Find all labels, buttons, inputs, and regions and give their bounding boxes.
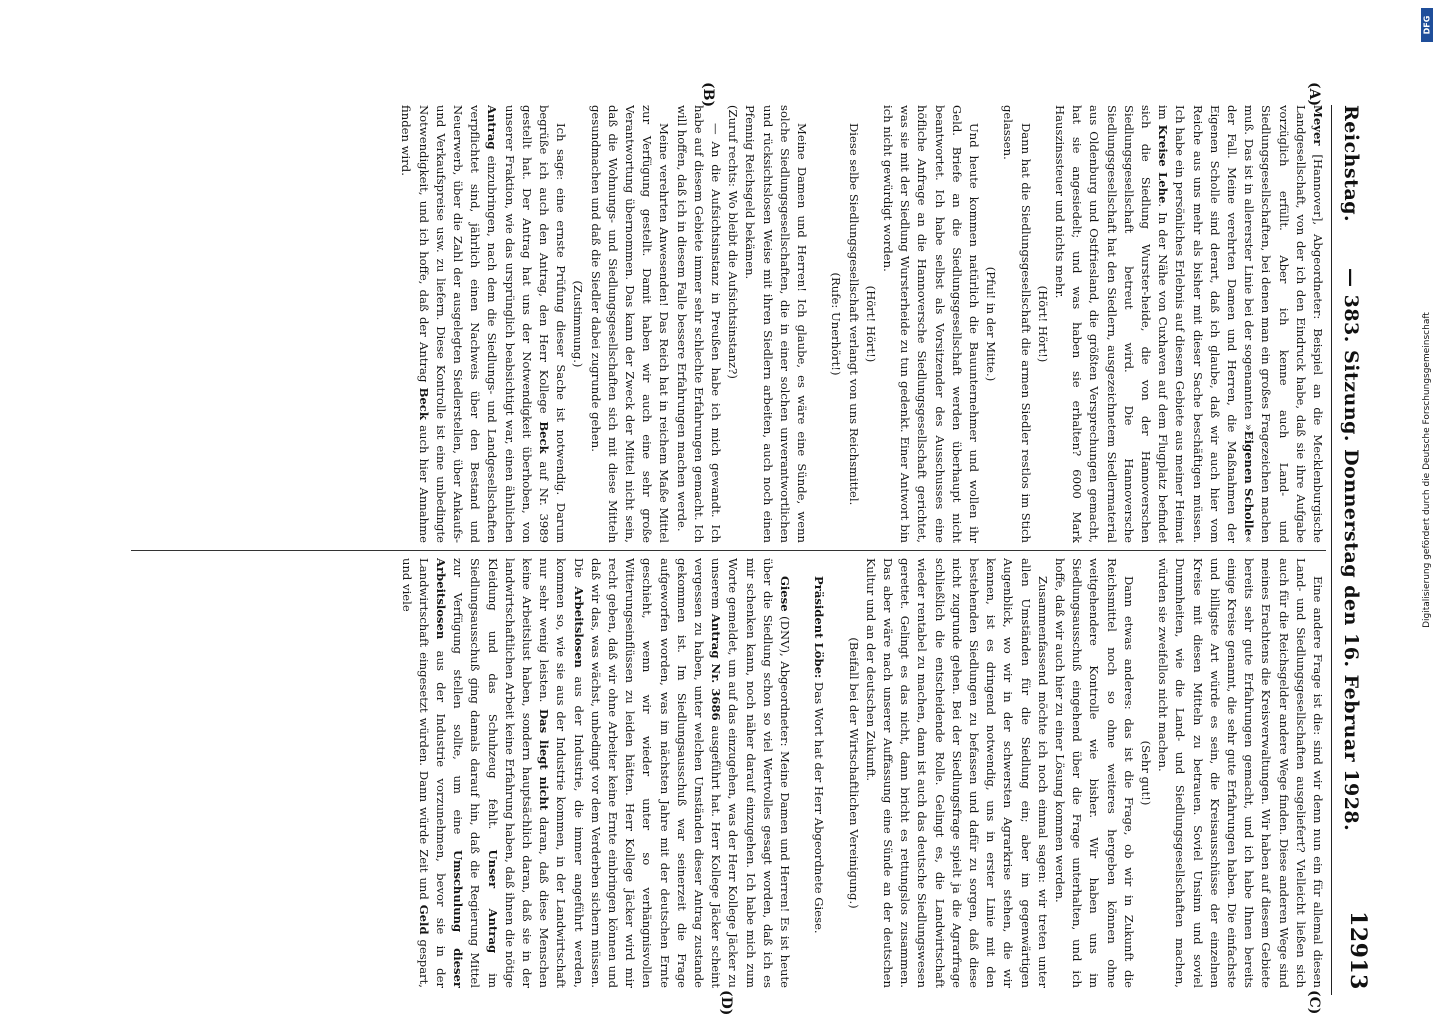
paragraph: Und heute kommen natürlich die Bauunternehmer und wollen ihr Geld. Briefe an die Siedlungsgesellschaft werden überhaupt nicht beantwortet. Ich habe selbst als Vorsitzender des Ausschusses eine höfliche Anfrage an die Hannoversche Siedlungsgesellschaft gerichtet, was sie mit der Siedlung Wursterheide zu tun gedenkt. Einer Antwort bin ich nicht gewürdigt worden. — [880, 105, 981, 543]
paragraph: — An die Aufsichtsinstanz in Preußen habe ich mich gewandt. Ich habe auf diesem Gebiete immer sehr schlechte Erfahrungen gemacht. Ich will hoffen, daß ich in diesem Falle bessere Erfahrungen machen werde. — [674, 105, 724, 543]
text: gespart, und viele — [399, 558, 431, 988]
text: Beispiel an die Mecklenburgische Landgesellschaft, von der ich den Eindruck habe, daß sie ihre Aufgabe vorzüglich erfüllt. Aber ich kenne auch Land- und Siedlungsgesellschaften, bei denen man ein großes Fragezeichen machen muß. Das ist in allererster Linie bei der sogenannten » — [1242, 105, 1325, 543]
text: (DNV), Abgeordneter: Meine Damen und Herren! Es ist heute über die Siedlung schon so viel Wertvolles gesagt worden, daß ich es mir schenken kann, noch näher darauf einzugehen. Ich habe mich zum Worte gemeldet, um auf das einzugehen, was der Herr Kollege Jäcker zu unserem — [709, 558, 793, 988]
text: auch hier Annahme finden wird. — [399, 105, 431, 543]
speaker-name: Meyer — [1311, 105, 1325, 146]
paragraph: Zusammenfassend möchte ich noch einmal sagen: wir treten unter allen Umständen für die Siedlung ein; aber im gegenwärtigen Augenblick, wo wir in der schwersten Agrarkrise stehen, die wir kennen, ist es dringend notwendig, uns in erster Linie mit den bestehenden Siedlungen zu befassen und dafür zu sorgen, daß diese nicht zugrunde gehen. Bei der Siedlungsfrage spielt ja die Agrarfrage schließlich die entscheidende Rolle. Gelingt es, die Landwirtschaft wieder rentabel zu machen, dann ist auch das deutsche Siedlungswesen gerettet. Gelingt es das nicht, dann bricht es rettungslos zusammen. Das aber wäre nach unserer Auffassung eine Sünde an der deutschen Kultur und an der deutschen Zukunft. — [863, 558, 1050, 988]
paragraph: Eine andere Frage ist die: sind wir denn nun ein für allemal diesen Land- und Siedlungsgesellschaften ausgeliefert? Vielleicht ließen sich auch für die Reichsgelder andere Wege finden. Diese anderen Wege sind meines Erachtens die Kreisverwaltungen. Wir haben auf diesem Gebiete bereits sehr gute Erfahrungen gemacht, und ich habe Ihnen bereits einige Kreise genannt, die sehr gute Erfahrungen haben. Die einfachste und billigste Art würde es sein, die Kreisausschüsse der einzelnen Kreise mit diesen Mitteln zu betrauen. Soviel Unsinn und soviel Dummheiten, wie die Land- und Siedlungsgesellschaften machen, würden sie zweifellos nicht machen. — [1156, 558, 1325, 988]
text: . In der Nähe von Cuxhaven auf dem Flugplatz befindet sich die Siedlung Wurster-heide, die von der Hannoverschen Siedlungsgesellschaft betreut wird. Die Hannoversche Siedlungsgesellschaft hat den Siedlern, ausgezeichnetem Siedlermaterial aus Oldenburg und Ostfriesland, die größten Versprechungen gemacht, hat sie angesiedelt; und was haben sie erhalten? 6000 Mark Hauszinssteuer und nichts mehr. — [1052, 105, 1171, 543]
text: aus der Industrie vorzunehmen, bevor sie in der Landwirtschaft eingesetzt würden. Dann würde Zeit und — [416, 558, 449, 988]
interjection: (Hört! Hört!) — [1035, 285, 1050, 363]
interjection: (Hört! Hört!) — [863, 285, 878, 363]
paragraph — [1051, 105, 1326, 543]
emphasis: Das liegt nicht — [537, 709, 552, 811]
paragraph: Dann hat die Siedlungsgesellschaft die armen Siedler restlos im Stich gelassen. — [1001, 105, 1033, 543]
header-rule — [1331, 105, 1332, 995]
interjection: (Sehr gut!) — [1138, 740, 1153, 806]
emphasis: Antrag — [485, 105, 500, 150]
paragraph — [810, 558, 827, 988]
margin-mark-d: (D) — [718, 990, 734, 1015]
speaker-name: Präsident Löbe: — [812, 576, 827, 679]
header-session-date: — 383. Sitzung. Donnerstag den 16. Februar 1928. — [1340, 268, 1362, 832]
margin-mark-c: (C) — [1306, 990, 1322, 1015]
text: ausgeführt hat. Herr Kollege Jäcker scheint vergessen zu haben, unter welchen Umständen dieser Antrag zustande gekommen ist. Im Siedlungsausschuß war seinerzeit die Frage aufgeworfen worden, was im nächsten Jahre mit der deutschen Ernte geschieht, wenn wir wieder unter so verhängnisvollen Witterungseinflüssen zu leiden hätten. Herr Kollege Jäcker wird mir recht geben, daß wir ohne Arbeiter keine Ernte einbringen können und daß wir das, was wächst, unbedingt vor dem Verderben sichern müssen. Die — [571, 558, 724, 988]
interjection: (Rufe: Unerhört!) — [829, 272, 844, 376]
paragraph: Dann etwas anderes: das ist die Frage, ob wir in Zukunft die Reichsmittel noch so ohne weiteres hergeben können ohne weitgehendere Kontrolle wie bisher. Wir haben uns im Siedlungsausschuß eingehend über die Frage unterhalten, und ich hoffe, daß wir auch hier zu einer Lösung kommen werden. — [1052, 558, 1136, 988]
text: Ich sage: eine ernste Prüfung dieser Sache ist notwendig. Darum begrüße ich auch den Antrag, den Herr Kollege — [537, 105, 569, 543]
emphasis: Beck — [537, 421, 552, 454]
emphasis: Unser Antrag — [485, 849, 500, 954]
dfg-logo — [1421, 8, 1433, 42]
emphasis: Umschulung dieser Arbeitslosen — [434, 558, 466, 988]
emphasis: Geld — [416, 904, 431, 935]
left-column — [131, 105, 1326, 543]
right-column — [131, 558, 1326, 988]
interjection: (Beifall bei der Wirtschaftlichen Vereinigung.) — [846, 637, 861, 909]
emphasis: Arbeitslosen — [571, 586, 586, 668]
digitization-note: Digitalisierung gefördert durch die Deutsche Forschungsgemeinschaft — [1422, 312, 1432, 628]
emphasis: Antrag Nr. 3686 — [709, 613, 724, 721]
page-header — [1309, 0, 1434, 1000]
speaker-name: Giese — [778, 576, 793, 612]
emphasis: Eigenen Scholle — [1242, 430, 1257, 536]
speaker-party: [Hannover], Abgeordneter: — [1311, 145, 1325, 320]
margin-mark-a: (A) — [1306, 82, 1322, 107]
header-title: Reichstag. — [1340, 105, 1362, 223]
text: Das Wort hat der Herr Abgeordnete Giese. — [812, 678, 827, 934]
text: auf Nr. 3989 gestellt hat. Der Antrag hat uns der Notwendigkeit überhoben, von unserer Fraktion, wie das ursprünglich beabsichtigt war, einen ähnlichen — [502, 105, 552, 543]
interjection: (Pfui! in der Mitte.) — [984, 266, 999, 382]
emphasis: Beck — [416, 387, 431, 420]
emphasis: Kreise Lehe — [1156, 124, 1171, 204]
text: einzubringen, nach dem die Siedlungs- und Landgesellschaften verpflichtet sind, jährlich einen Nachweis über den Bestand und Neuerwerb, über die Zahl der ausgelegten Siedlerstellen, über Ankaufs- und Verkaufspreise usw. zu liefern. Diese Kontrolle ist eine unbedingte Notwendigkeit, und ich hoffe, daß der Antrag — [416, 105, 500, 543]
paragraph: Meine verehrten Anwesenden! Das Reich hat in reichem Maße Mittel zur Verfügung gestellt. Damit haben wir auch eine sehr große Verantwortung übernommen. Das kann der Zweck der Mittel nicht sein, daß die Wohnungs- und Siedlungsgesellschaften sich mit diese Mitteln gesundmachen und daß die Siedler dabei zugrunde gehen. — [588, 105, 672, 543]
interjection: (Zustimmung.) — [571, 280, 586, 368]
interjection: (Zuruf rechts: Wo bleibt die Aufsichtsinstanz?) — [726, 105, 741, 379]
paragraph: Diese selbe Siedlungsgesellschaft verlangt von uns Reichsmittel. — [846, 123, 861, 506]
column-divider — [131, 550, 1326, 551]
text: daran, daß diese Menschen keine Arbeitslust haben, sondern hauptsächlich daran, daß sie in der landwirtschaftlichen Arbeit keine Erfahrung haben, daß ihnen die nötige Kleidung und das Schuhzeug fehlt. — [485, 558, 552, 988]
text: « der Fall. Meine verehrten Damen und Herren, die Maßnahmen der Eigenen Scholle sind derart, daß ich glaube, daß wir auch hier vom Reiche aus uns mehr als bisher mit dieser Sache beschäftigen müssen. Ich habe ein persönliches Erlebnis auf diesem Gebiete aus meiner Heimat im — [1156, 105, 1257, 543]
margin-mark-b: (B) — [700, 82, 716, 108]
text: aus der Industrie, die immer angeführt werden, kommen so, wie sie aus der Industrie kommen, in der Landwirtschaft nur sehr wenig leisten. — [537, 558, 586, 988]
paragraph: Meine Damen und Herren! Ich glaube, es wäre eine Sünde, wenn solche Siedlungsgesellschaften, die in einer solchen unverantwortlichen und rücksichtslosen Weise mit ihren Siedlern arbeiten, auch noch einen Pfennig Reichsgeld bekämen. — [743, 105, 810, 543]
logo-text: DFG — [1422, 15, 1432, 35]
paragraph — [397, 105, 569, 543]
text: im Siedlungsausschuß ging damals darauf hin, daß die Regierung Mittel zur Verfügung stellen sollte, um eine — [451, 558, 500, 988]
paragraph — [397, 558, 793, 988]
page-number: 12913 — [1345, 910, 1371, 990]
